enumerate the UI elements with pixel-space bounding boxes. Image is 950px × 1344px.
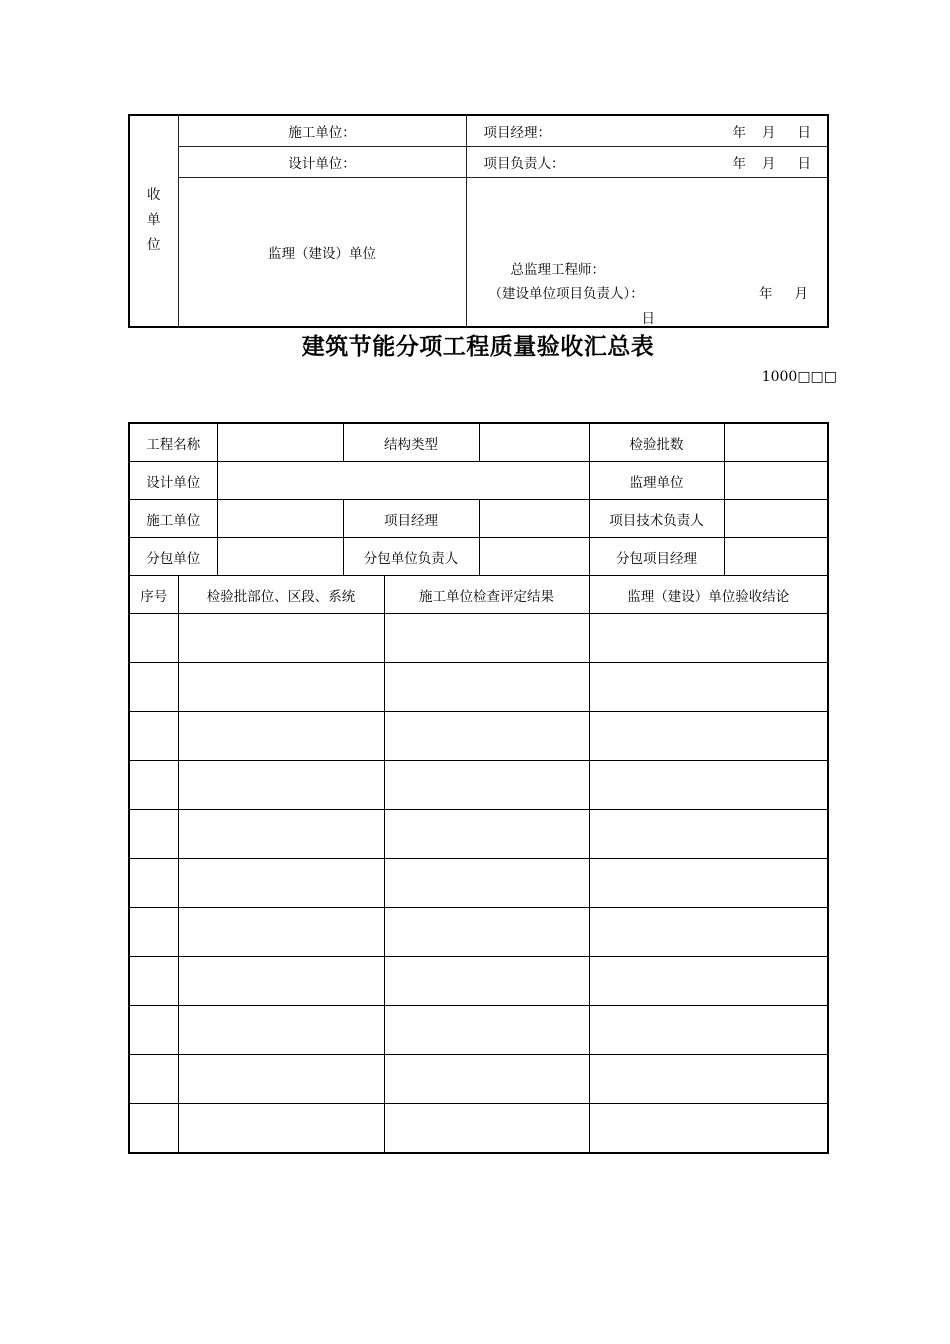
row-construction-result-cell[interactable]	[384, 810, 589, 859]
row-no-cell[interactable]	[129, 1006, 178, 1055]
row-no-cell[interactable]	[129, 712, 178, 761]
construction-unit-value[interactable]	[217, 500, 343, 538]
row-construction-result-cell[interactable]	[384, 859, 589, 908]
col-header-no: 序号	[129, 576, 178, 614]
project-manager-sign-cell[interactable]	[466, 115, 828, 146]
row-no-cell[interactable]	[129, 1055, 178, 1104]
row-no-cell[interactable]	[129, 614, 178, 663]
supervision-unit-label: 监理（建设）单位	[178, 177, 466, 327]
row-no-cell[interactable]	[129, 810, 178, 859]
side-char-1: 收	[147, 187, 161, 204]
row-batch-cell[interactable]	[178, 614, 384, 663]
form-code: 1000□□□	[761, 369, 837, 385]
sign-day: 日	[641, 310, 655, 327]
row-no-cell[interactable]	[129, 908, 178, 957]
tech-leader-value[interactable]	[724, 500, 828, 538]
subcontractor-value[interactable]	[217, 538, 343, 576]
col-header-batch: 检验批部位、区段、系统	[178, 576, 384, 614]
structure-type-value[interactable]	[479, 423, 589, 462]
chief-engineer-label: 总监理工程师：	[510, 261, 605, 278]
project-manager-label: 项目经理	[343, 500, 479, 538]
row-supervision-conclusion-cell[interactable]	[589, 1104, 828, 1154]
table-row	[129, 1006, 828, 1055]
construction-unit-label: 施工单位	[129, 500, 217, 538]
row-batch-cell[interactable]	[178, 859, 384, 908]
design-unit-label: 设计单位	[129, 462, 217, 500]
row-construction-result-cell[interactable]	[384, 712, 589, 761]
row-construction-result-cell[interactable]	[384, 1006, 589, 1055]
table-row	[129, 810, 828, 859]
row-construction-result-cell[interactable]	[384, 957, 589, 1006]
row-construction-result-cell[interactable]	[384, 1055, 589, 1104]
table-row	[129, 1104, 828, 1154]
project-manager-value[interactable]	[479, 500, 589, 538]
sub-leader-value[interactable]	[479, 538, 589, 576]
side-char-3: 位	[147, 237, 161, 254]
row-batch-cell[interactable]	[178, 712, 384, 761]
col-header-construction-result: 施工单位检查评定结果	[384, 576, 589, 614]
row-construction-result-cell[interactable]	[384, 663, 589, 712]
project-name-label: 工程名称	[129, 423, 217, 462]
row-no-cell[interactable]	[129, 1104, 178, 1154]
design-unit-label: 设计单位：	[178, 146, 466, 177]
sub-leader-label: 分包单位负责人	[343, 538, 479, 576]
summary-table	[128, 422, 829, 1154]
structure-type-label: 结构类型	[343, 423, 479, 462]
tech-leader-label: 项目技术负责人	[589, 500, 724, 538]
table-row	[129, 712, 828, 761]
table-row	[129, 957, 828, 1006]
row-batch-cell[interactable]	[178, 1055, 384, 1104]
row-batch-cell[interactable]	[178, 663, 384, 712]
row-batch-cell[interactable]	[178, 761, 384, 810]
acceptance-signature-table	[128, 114, 829, 328]
project-name-value[interactable]	[217, 423, 343, 462]
subcontractor-label: 分包单位	[129, 538, 217, 576]
row-supervision-conclusion-cell[interactable]	[589, 859, 828, 908]
chief-engineer-sign-cell[interactable]	[466, 177, 828, 327]
row-no-cell[interactable]	[129, 663, 178, 712]
sign-date: 年 月 日	[732, 155, 811, 172]
row-no-cell[interactable]	[129, 761, 178, 810]
row-no-cell[interactable]	[129, 957, 178, 1006]
table-row	[129, 614, 828, 663]
page-title: 建筑节能分项工程质量验收汇总表	[301, 334, 655, 360]
construction-unit-label: 施工单位：	[178, 115, 466, 146]
acceptance-side-label	[129, 115, 178, 327]
sign-date: 年 月 日	[732, 124, 811, 141]
row-batch-cell[interactable]	[178, 1104, 384, 1154]
project-leader-sign-cell[interactable]	[466, 146, 828, 177]
side-char-2: 单	[147, 212, 161, 229]
project-leader-label: 项目负责人：	[483, 155, 565, 172]
supervision-unit-label: 监理单位	[589, 462, 724, 500]
design-unit-value[interactable]	[217, 462, 589, 500]
row-batch-cell[interactable]	[178, 957, 384, 1006]
row-construction-result-cell[interactable]	[384, 614, 589, 663]
row-supervision-conclusion-cell[interactable]	[589, 957, 828, 1006]
table-row	[129, 859, 828, 908]
row-construction-result-cell[interactable]	[384, 761, 589, 810]
row-no-cell[interactable]	[129, 859, 178, 908]
row-supervision-conclusion-cell[interactable]	[589, 810, 828, 859]
supervision-unit-value[interactable]	[724, 462, 828, 500]
row-supervision-conclusion-cell[interactable]	[589, 1055, 828, 1104]
row-supervision-conclusion-cell[interactable]	[589, 1006, 828, 1055]
sub-manager-value[interactable]	[724, 538, 828, 576]
row-batch-cell[interactable]	[178, 908, 384, 957]
row-supervision-conclusion-cell[interactable]	[589, 663, 828, 712]
row-supervision-conclusion-cell[interactable]	[589, 712, 828, 761]
row-construction-result-cell[interactable]	[384, 908, 589, 957]
sub-manager-label: 分包项目经理	[589, 538, 724, 576]
batch-count-label: 检验批数	[589, 423, 724, 462]
table-row	[129, 1055, 828, 1104]
col-header-supervision-conclusion: 监理（建设）单位验收结论	[589, 576, 828, 614]
project-manager-label: 项目经理：	[483, 124, 551, 141]
table-row	[129, 663, 828, 712]
row-batch-cell[interactable]	[178, 810, 384, 859]
row-construction-result-cell[interactable]	[384, 1104, 589, 1154]
batch-count-value[interactable]	[724, 423, 828, 462]
sign-year-month: 年 月	[759, 285, 808, 302]
row-batch-cell[interactable]	[178, 1006, 384, 1055]
row-supervision-conclusion-cell[interactable]	[589, 614, 828, 663]
row-supervision-conclusion-cell[interactable]	[589, 908, 828, 957]
owner-leader-label: （建设单位项目负责人）：	[488, 285, 644, 302]
row-supervision-conclusion-cell[interactable]	[589, 761, 828, 810]
table-row	[129, 761, 828, 810]
table-row	[129, 908, 828, 957]
